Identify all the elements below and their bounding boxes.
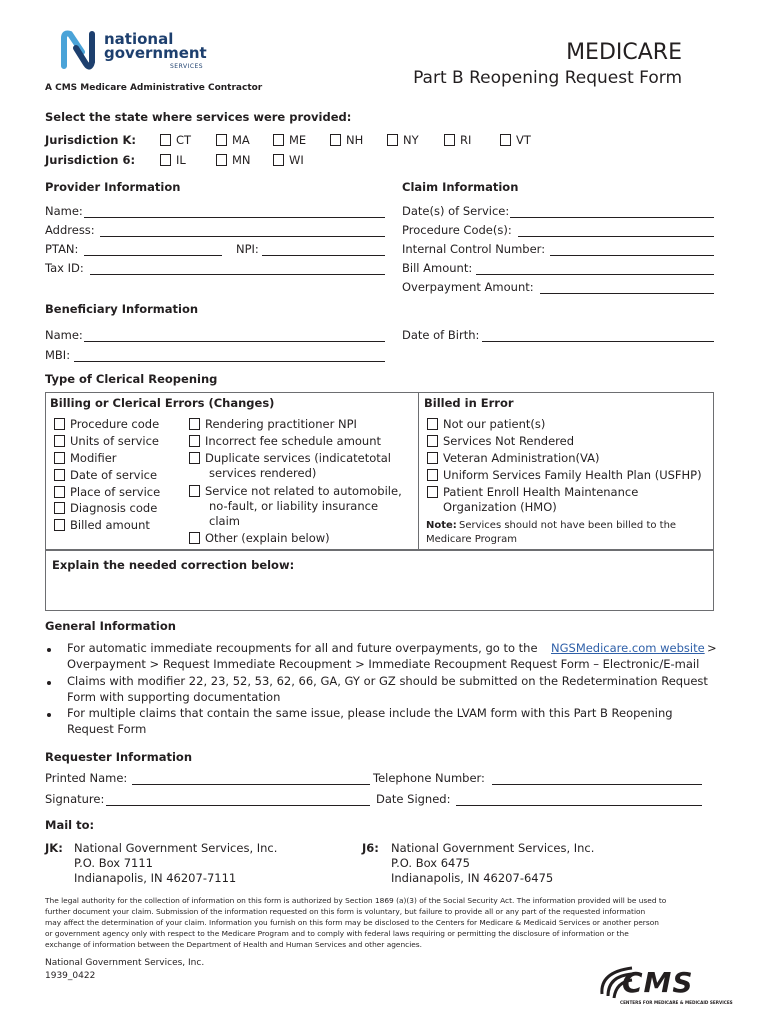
contractor-tagline: A CMS Medicare Administrative Contractor <box>45 83 263 93</box>
state-checkbox-ri[interactable] <box>444 134 455 146</box>
form-subtitle: Part B Reopening Request Form <box>413 68 682 88</box>
state-label-ny: NY <box>403 133 419 147</box>
duplicate-services-checkbox[interactable] <box>189 452 200 464</box>
hmo-checkbox[interactable] <box>427 486 438 498</box>
billed-amount-label: Billed amount <box>70 518 150 532</box>
provider-address-label: Address: <box>45 223 95 237</box>
mail-jk-label: JK: <box>45 841 63 855</box>
note-text-2: Medicare Program <box>426 534 517 545</box>
telephone-label: Telephone Number: <box>373 771 485 785</box>
billing-errors-heading: Billing or Clerical Errors (Changes) <box>50 396 275 410</box>
mail-j6-line1: National Government Services, Inc. <box>391 841 595 855</box>
mail-j6-line2: P.O. Box 6475 <box>391 856 470 870</box>
printed-name-label: Printed Name: <box>45 771 128 785</box>
claim-overpayment-field[interactable] <box>540 293 714 294</box>
requester-heading: Requester Information <box>45 750 193 764</box>
not-our-patient-label: Not our patient(s) <box>443 417 546 431</box>
procedure-code-label: Procedure code <box>70 417 160 431</box>
place-of-service-label: Place of service <box>70 485 161 499</box>
cms-tagline: CENTERS FOR MEDICARE & MEDICAID SERVICES <box>620 1000 733 1005</box>
state-label-wi: WI <box>289 153 304 167</box>
provider-heading: Provider Information <box>45 180 181 194</box>
other-checkbox[interactable] <box>189 532 200 544</box>
mail-j6-label: J6: <box>362 841 379 855</box>
mail-jk-line2: P.O. Box 7111 <box>74 856 153 870</box>
footer-form-id: 1939_0422 <box>45 971 96 981</box>
mail-jk-line3: Indianapolis, IN 46207-7111 <box>74 871 237 885</box>
billed-in-error-heading: Billed in Error <box>424 396 514 410</box>
note-text-1: Services should not have been billed to the <box>459 520 677 531</box>
ngsmedicare-link[interactable]: NGSMedicare.com website <box>551 641 705 655</box>
duplicate-services-label-2: services rendered) <box>209 466 317 480</box>
mail-heading: Mail to: <box>45 818 95 832</box>
procedure-code-checkbox[interactable] <box>54 418 65 430</box>
legal-line-4: or government agency only with respect to the Medicare Program and to comply with federal laws requiring or permitting the disclosure of information or the <box>45 929 629 938</box>
not-rendered-label: Services Not Rendered <box>443 434 575 448</box>
jurisdiction-k-label: Jurisdiction K: <box>45 133 136 147</box>
general-b1-line2: Overpayment > Request Immediate Recoupment > Immediate Recoupment Request Form – Electronic/E-mail <box>67 657 700 671</box>
bullet-2 <box>47 681 51 685</box>
rendering-npi-checkbox[interactable] <box>189 418 200 430</box>
provider-npi-field[interactable] <box>262 255 385 256</box>
general-b3-line2: Request Form <box>67 722 147 736</box>
claim-heading: Claim Information <box>402 180 519 194</box>
va-checkbox[interactable] <box>427 452 438 464</box>
provider-ptan-label: PTAN: <box>45 242 79 256</box>
explain-correction-label: Explain the needed correction below: <box>52 558 295 572</box>
fee-schedule-checkbox[interactable] <box>189 435 200 447</box>
signature-label: Signature: <box>45 792 105 806</box>
state-label-me: ME <box>289 133 307 147</box>
legal-line-2: further document your claim. Submission of the information requested on this form is voluntary, but failure to provide all or any part of the requested information <box>45 907 646 916</box>
state-prompt: Select the state where services were provided: <box>45 110 352 124</box>
bullet-1 <box>47 648 51 652</box>
bullet-3 <box>47 713 51 717</box>
not-rendered-checkbox[interactable] <box>427 435 438 447</box>
claim-overpayment-label: Overpayment Amount: <box>402 280 534 294</box>
beneficiary-name-field[interactable] <box>84 341 385 342</box>
provider-address-field[interactable] <box>100 236 385 237</box>
provider-taxid-label: Tax ID: <box>45 261 84 275</box>
claim-dates-label: Date(s) of Service: <box>402 204 510 218</box>
billed-amount-checkbox[interactable] <box>54 519 65 531</box>
clerical-heading: Type of Clerical Reopening <box>45 372 218 386</box>
state-label-nh: NH <box>346 133 364 147</box>
provider-name-field[interactable] <box>84 217 385 218</box>
claim-icn-field[interactable] <box>550 255 714 256</box>
state-label-ri: RI <box>460 133 472 147</box>
state-checkbox-vt[interactable] <box>500 134 511 146</box>
mail-jk-line1: National Government Services, Inc. <box>74 841 278 855</box>
auto-insurance-label-2: no-fault, or liability insurance <box>209 499 379 513</box>
state-checkbox-ma[interactable] <box>216 134 227 146</box>
general-b2-line2: Form with supporting documentation <box>67 690 281 704</box>
beneficiary-heading: Beneficiary Information <box>45 302 199 316</box>
cms-logo <box>596 962 731 1012</box>
fee-schedule-label: Incorrect fee schedule amount <box>205 434 382 448</box>
printed-name-field[interactable] <box>132 784 370 785</box>
auto-insurance-checkbox[interactable] <box>189 485 200 497</box>
logo-line-1: national <box>104 30 174 48</box>
units-of-service-checkbox[interactable] <box>54 435 65 447</box>
state-checkbox-wi[interactable] <box>273 154 284 166</box>
state-checkbox-mn[interactable] <box>216 154 227 166</box>
logo-line-2: government <box>104 44 207 62</box>
jurisdiction-6-label: Jurisdiction 6: <box>45 153 136 167</box>
modifier-checkbox[interactable] <box>54 452 65 464</box>
state-checkbox-ny[interactable] <box>387 134 398 146</box>
logo-line-3: SERVICES <box>170 63 204 70</box>
beneficiary-dob-field[interactable] <box>482 341 714 342</box>
date-of-service-checkbox[interactable] <box>54 469 65 481</box>
state-label-ma: MA <box>232 133 250 147</box>
state-checkbox-il[interactable] <box>160 154 171 166</box>
claim-dates-field[interactable] <box>510 217 714 218</box>
general-b1-line1-pre: For automatic immediate recoupments for all and future overpayments, go to the <box>67 641 538 655</box>
date-signed-field[interactable] <box>456 805 702 806</box>
mail-j6-line3: Indianapolis, IN 46207-6475 <box>391 871 554 885</box>
place-of-service-checkbox[interactable] <box>54 486 65 498</box>
claim-procedure-field[interactable] <box>518 236 714 237</box>
provider-ptan-field[interactable] <box>84 255 222 256</box>
state-checkbox-nh[interactable] <box>330 134 341 146</box>
ngs-logo-mark-icon <box>60 30 96 70</box>
claim-icn-label: Internal Control Number: <box>402 242 546 256</box>
legal-line-1: The legal authority for the collection of information on this form is authorized by Section 1869 (a)(3) of the Social Security Act. The information provided will be used to <box>45 896 667 905</box>
state-label-mn: MN <box>232 153 251 167</box>
general-b3-line1: For multiple claims that contain the same issue, please include the LVAM form with this Part B Reopening <box>67 706 673 720</box>
date-signed-label: Date Signed: <box>376 792 451 806</box>
duplicate-services-label-1: Duplicate services (indicatetotal <box>205 451 391 465</box>
provider-name-label: Name: <box>45 204 83 218</box>
note-label: Note: <box>426 520 457 531</box>
state-checkbox-ct[interactable] <box>160 134 171 146</box>
clerical-divider <box>418 392 419 550</box>
cms-logo-text: CMS <box>622 966 694 999</box>
claim-procedure-label: Procedure Code(s): <box>402 223 512 237</box>
rendering-npi-label: Rendering practitioner NPI <box>205 417 357 431</box>
provider-taxid-field[interactable] <box>90 274 385 275</box>
beneficiary-mbi-label: MBI: <box>45 348 71 362</box>
beneficiary-dob-label: Date of Birth: <box>402 328 480 342</box>
general-heading: General Information <box>45 619 176 633</box>
provider-npi-label: NPI: <box>236 242 259 256</box>
date-of-service-label: Date of service <box>70 468 158 482</box>
telephone-field[interactable] <box>492 784 702 785</box>
auto-insurance-label-1: Service not related to automobile, <box>205 484 402 498</box>
beneficiary-mbi-field[interactable] <box>74 361 385 362</box>
diagnosis-code-checkbox[interactable] <box>54 502 65 514</box>
other-label: Other (explain below) <box>205 531 330 545</box>
ngs-logo <box>60 30 220 78</box>
state-label-il: IL <box>176 153 186 167</box>
state-label-ct: CT <box>176 133 192 147</box>
not-our-patient-checkbox[interactable] <box>427 418 438 430</box>
va-label: Veteran Administration(VA) <box>443 451 600 465</box>
hmo-label-2: Organization (HMO) <box>443 500 557 514</box>
usfhp-label: Uniform Services Family Health Plan (USFHP) <box>443 468 702 482</box>
state-label-vt: VT <box>516 133 531 147</box>
signature-field[interactable] <box>106 805 370 806</box>
general-b2-line1: Claims with modifier 22, 23, 52, 53, 62, 66, GA, GY or GZ should be submitted on the Redetermination Request <box>67 674 708 688</box>
diagnosis-code-label: Diagnosis code <box>70 501 158 515</box>
hmo-label-1: Patient Enroll Health Maintenance <box>443 485 639 499</box>
general-b1-line1-post: > <box>707 641 717 655</box>
units-of-service-label: Units of service <box>70 434 159 448</box>
form-title: MEDICARE <box>566 40 682 65</box>
claim-bill-amount-field[interactable] <box>476 274 714 275</box>
claim-bill-amount-label: Bill Amount: <box>402 261 473 275</box>
state-checkbox-me[interactable] <box>273 134 284 146</box>
legal-line-3: may affect the determination of your claim. Information you furnish on this form may be disclosed to the Centers for Medicare & Medicaid Services or another person <box>45 918 659 927</box>
auto-insurance-label-3: claim <box>209 514 240 528</box>
beneficiary-name-label: Name: <box>45 328 83 342</box>
usfhp-checkbox[interactable] <box>427 469 438 481</box>
footer-org: National Government Services, Inc. <box>45 958 205 968</box>
legal-line-5: exchange of information between the Department of Health and Human Services and other agencies. <box>45 940 423 949</box>
modifier-label: Modifier <box>70 451 117 465</box>
